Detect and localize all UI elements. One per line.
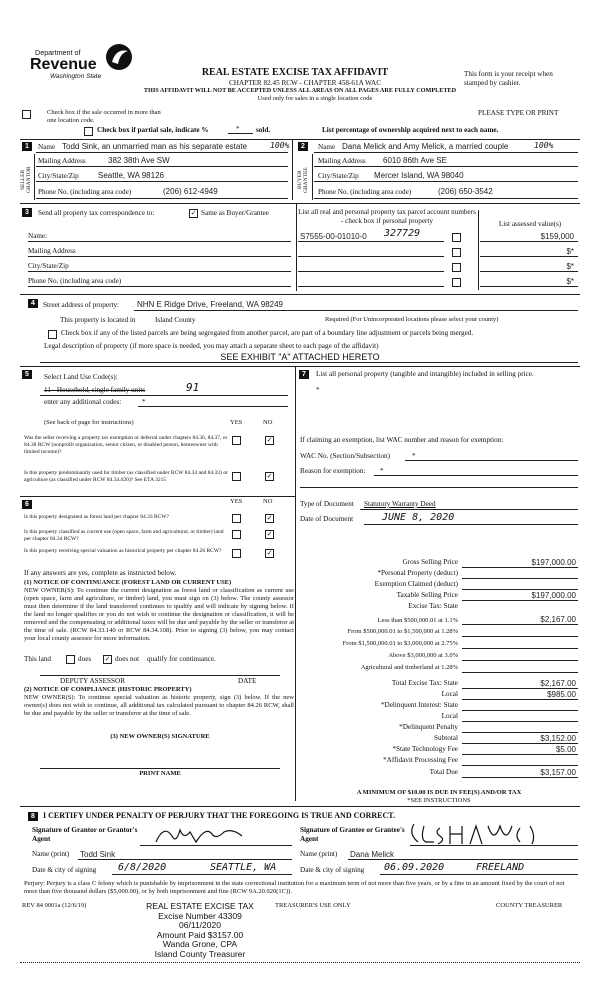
personal-property-label: List all personal property (tangible and intangible) included in selling price. (316, 370, 534, 378)
segregated-label: Check box if any of the listed parcels are being segregated from another parcel, are part of a boundary line adjustment or parcels being merged. (61, 329, 474, 337)
forest-land-question: Is this property designated as forest land per chapter 84.33 RCW? (24, 514, 169, 520)
section-3-marker: 3 (22, 208, 32, 217)
section-8-marker: 8 (28, 812, 38, 821)
notice-compliance-title: (2) NOTICE OF COMPLIANCE (HISTORIC PROPERTY) (24, 686, 192, 693)
deputy-date-label: DATE (238, 677, 257, 685)
seller-city[interactable]: Seattle, WA 98126 (98, 171, 164, 180)
corr-mail-line (28, 256, 291, 257)
assessed-line (480, 241, 578, 242)
grantor-sign-city[interactable]: SEATTLE, WA (210, 862, 277, 873)
timber-no-checkbox[interactable]: ✓ (266, 472, 273, 480)
this-land-label: This land (24, 655, 51, 663)
no-header: NO (263, 419, 273, 426)
tax-label: Taxable Selling Price (396, 591, 458, 599)
if-yes-instruction: If any answers are yes, complete as instructed below. (24, 569, 177, 577)
seller-name-label: Name (38, 143, 56, 151)
stamp-line: REAL ESTATE EXCISE TAX (146, 901, 254, 911)
county-treasurer-label: COUNTY TREASURER (496, 902, 563, 909)
tax-line (462, 777, 578, 778)
forest-no-checkbox[interactable]: ✓ (266, 514, 273, 522)
buyer-ownership-pct[interactable]: 100% (534, 141, 554, 150)
land-does-not-checkbox[interactable]: ✓ (104, 655, 111, 663)
tax-line (462, 648, 578, 649)
tax-line (462, 672, 578, 673)
grantee-date-line (380, 874, 578, 875)
buyer-phone[interactable]: (206) 650-3542 (438, 187, 493, 196)
personal-property-value[interactable]: * (316, 386, 320, 394)
tax-line (462, 699, 578, 700)
tax-label: Local (441, 712, 458, 720)
tax-label: Total Excise Tax: State (391, 679, 458, 687)
personal-property-checkbox[interactable] (452, 248, 461, 257)
tax-label: Less than $500,000.01 at 1.1% (377, 617, 458, 624)
tax-line (462, 589, 578, 590)
corr-city-line (28, 271, 291, 272)
tax-label: *Affidavit Processing Fee (383, 756, 458, 764)
wac-value[interactable]: * (412, 452, 416, 460)
grantee-signature-label: Signature of Grantee or Grantee's Agent (300, 826, 405, 843)
tax-line (462, 732, 578, 733)
additional-codes-label: enter any additional codes: (44, 398, 122, 406)
stamp-line: Wanda Grone, CPA (162, 939, 238, 949)
notice-continuance-body: NEW OWNER(S): To continue the current designation as forest land or classification as current use (open space, farm and agriculture, or timber) land, you must sign on (3) below. The county assessor must then determine if the land transferred continues to qualify and will indicate by signing below. If the land no longer qualifies or you do not wish to continue the designation or classification, it will be removed and the compensating or additional taxes will be due and payable by the seller or transferor at the time of sale. (RCW 84.33.140 or RCW 84.34.108). Prior to signing (3) below, you may contact your local county assessor for more information. (24, 587, 294, 642)
county-required-note: Required (For Unincorporated locations please select your county) (325, 316, 499, 323)
section-5-marker: 5 (22, 370, 32, 379)
yes-header-6: YES (230, 498, 243, 505)
section-6-marker: 6 (22, 500, 32, 509)
seller-ownership-pct[interactable]: 100% (270, 141, 290, 150)
logo-dept-text: Department of (35, 48, 81, 57)
new-owner-signature-label: (3) NEW OWNER(S) SIGNATURE (110, 733, 210, 740)
seller-mail-line (36, 166, 288, 167)
revenue-seal-icon (104, 42, 134, 72)
corr-phone-label: Phone No. (including area code) (28, 277, 122, 285)
partial-sale-label: Check box if partial sale, indicate % (97, 126, 209, 134)
grantee-sign-date[interactable]: 06.09.2020 (384, 862, 445, 873)
single-location-note: Used only for sales in a single location code (257, 95, 373, 102)
grantor-date-line (112, 874, 292, 875)
tax-label: Agricultural and timberland at 1.28% (360, 664, 458, 671)
buyer-mail[interactable]: 6010 86th Ave SE (383, 156, 447, 165)
grantee-date-label: Date & city of signing (300, 866, 365, 874)
logo-revenue-text: Revenue (30, 56, 97, 73)
parcel-number[interactable]: S7555-00-01010-0 (300, 232, 367, 241)
historic-question: Is this property receiving special valuation as historical property per chapter 84.26 RCW? (24, 548, 222, 554)
section-8-top-rule (20, 806, 580, 807)
buyer-name[interactable]: Dana Melick and Amy Melick, a married couple (342, 142, 509, 151)
tax-label: *State Technology Fee (392, 745, 458, 753)
located-in-label: This property is located in (60, 316, 136, 324)
tax-line (462, 600, 578, 601)
legal-description[interactable]: SEE EXHIBIT "A" ATTACHED HERETO (220, 352, 380, 362)
logo-state-text: Washington State (50, 73, 102, 80)
buyer-phone-label: Phone No. (including area code) (318, 188, 412, 196)
historic-yes-checkbox[interactable] (232, 549, 241, 558)
exemption-no-checkbox[interactable]: ✓ (266, 436, 273, 444)
additional-codes-line (138, 406, 288, 407)
tax-label: *Delinquent Penalty (399, 723, 458, 731)
same-as-buyer-label: Same as Buyer/Grantee (201, 209, 269, 217)
assessed-value-header: List assessed value(s) (498, 220, 562, 228)
assessed-value[interactable]: $* (566, 277, 574, 286)
tax-value[interactable]: $985.00 (547, 690, 576, 699)
tax-label: Above $3,000,000 at 3.0% (388, 652, 458, 659)
tax-line (462, 660, 578, 661)
corr-name-label: Name: (28, 232, 48, 240)
parcel-line (298, 241, 444, 242)
timber-yes-checkbox[interactable] (232, 472, 241, 481)
tax-value[interactable]: $2,167.00 (540, 679, 576, 688)
tax-line (462, 721, 578, 722)
section-2-marker: 2 (298, 142, 308, 151)
deputy-assessor-label: DEPUTY ASSESSOR (60, 677, 126, 685)
buyer-name-line (314, 152, 578, 153)
minimum-due-note: A MINIMUM OF $10.00 IS DUE IN FEE(S) AND/OR TAX (356, 789, 522, 796)
dor-logo (30, 42, 140, 84)
print-name-label: PRINT NAME (139, 770, 181, 777)
tax-value[interactable]: $197,000.00 (531, 591, 576, 600)
seller-side-label: SELLER GRANTOR (20, 166, 32, 194)
doc-date-label: Date of Document (300, 515, 354, 523)
tax-label: Gross Selling Price (402, 558, 458, 566)
land-use-handwritten: 91 (186, 381, 200, 394)
street-address-label: Street address of property: (43, 301, 120, 309)
assessed-value[interactable]: $159,000 (540, 232, 574, 241)
qualify-label: qualify for continuance. (147, 655, 216, 663)
current-use-question: Is this property classified as current use (open space, farm and agricultural, or timber) land per chapter 84.34 RCW? (24, 529, 224, 542)
land-does-checkbox[interactable] (66, 655, 75, 664)
exemption-yes-checkbox[interactable] (232, 436, 241, 445)
wac-line (405, 460, 578, 461)
current-use-no-checkbox[interactable]: ✓ (266, 530, 273, 538)
assessed-line (480, 256, 578, 257)
seller-phone-label: Phone No. (including area code) (38, 188, 132, 196)
please-type-note: PLEASE TYPE OR PRINT (478, 109, 559, 117)
treasurer-stamp (140, 902, 260, 959)
sold-label: sold. (256, 126, 271, 134)
tax-line (462, 567, 578, 568)
exemption-claim-label: If claiming an exemption, list WAC number and reason for exemption: (300, 436, 504, 444)
tax-value[interactable]: $5.00 (555, 745, 576, 754)
section-5-top-rule (20, 366, 580, 367)
grantor-name-line (78, 859, 292, 860)
reason-line-2 (300, 487, 578, 488)
seller-mail-label: Mailing Address (38, 157, 86, 165)
buyer-city-line (314, 181, 578, 182)
seller-side-divider (34, 154, 35, 200)
buyer-mail-label: Mailing Address (318, 157, 366, 165)
assessed-line (480, 271, 578, 272)
treasurer-use-only: TREASURER'S USE ONLY (275, 902, 351, 909)
doc-date-line (364, 524, 578, 525)
seller-phone-line (36, 198, 288, 199)
deputy-line (40, 675, 280, 676)
legal-description-line (40, 362, 578, 363)
list-percentage-note: List percentage of ownership acquired next to each name. (322, 126, 499, 134)
tax-value[interactable]: $3,152.00 (540, 734, 576, 743)
receipt-note: This form is your receipt when stamped by cashier. (464, 70, 553, 87)
tax-line (462, 688, 578, 689)
form-chapter: CHAPTER 82.45 RCW - CHAPTER 458-61A WAC (228, 79, 382, 87)
see-instructions-note: *SEE INSTRUCTIONS (407, 797, 471, 804)
buyer-city-label: City/State/Zip (318, 172, 359, 180)
reason-label: Reason for exemption: (300, 467, 366, 475)
seller-mail[interactable]: 382 38th Ave SW (108, 156, 170, 165)
tax-line (462, 743, 578, 744)
personal-property-checkbox[interactable] (452, 263, 461, 272)
land-does-label: does (78, 655, 92, 663)
seller-city-line (36, 181, 288, 182)
grantor-date-label: Date & city of signing (32, 866, 97, 874)
buyer-mail-line (314, 166, 578, 167)
middle-column-divider (295, 366, 296, 801)
see-back-note: (See back of page for instructions) (44, 419, 134, 426)
notice-continuance-title: (1) NOTICE OF CONTINUANCE (FOREST LAND OR CURRENT USE) (24, 579, 232, 586)
additional-codes[interactable]: * (142, 398, 146, 406)
buyer-city[interactable]: Mercer Island, WA 98040 (374, 171, 464, 180)
tax-line (462, 754, 578, 755)
land-use-label: Select Land Use Code(s): (44, 373, 118, 381)
doc-date-value[interactable]: JUNE 8, 2020 (382, 512, 455, 523)
yes-header: YES (230, 419, 243, 426)
grantor-name-label: Name (print) (32, 850, 70, 858)
tax-label: Local (441, 690, 458, 698)
form-number: REV 84 0001a (12/6/19) (22, 902, 87, 909)
buyer-phone-line (314, 198, 578, 199)
section-3-divider (296, 203, 297, 291)
tax-label: From $500,000.01 to $1,500,000 at 1.28% (347, 628, 458, 635)
tax-line (462, 710, 578, 711)
corr-phone-line (28, 286, 291, 287)
partial-sale-underline (228, 133, 253, 134)
tax-label: From $1,500,000.01 to $3,000,000 at 2.75% (342, 640, 458, 647)
buyer-side-divider (312, 154, 313, 200)
certify-statement: I CERTIFY UNDER PENALTY OF PERJURY THAT THE FOREGOING IS TRUE AND CORRECT. (43, 811, 396, 820)
seller-city-label: City/State/Zip (38, 172, 79, 180)
tax-value[interactable]: $3,157.00 (540, 768, 576, 777)
perjury-warning: Perjury: Perjury is a class C felony which is punishable by imprisonment in the state correctional institution for a maximum term of not more than five years, or by a fine in an amount fixed by the court of not more than five thousand dollars ($5,000.00), or by both imprisonment and fine (RCW 9A.20.020(1C)). (24, 880, 565, 895)
tax-label: *Personal Property (deduct) (377, 569, 458, 577)
parcel-line (298, 271, 444, 272)
send-correspondence-label: Send all property tax correspondence to: (38, 209, 155, 217)
stamp-line: 06/11/2020 (179, 920, 221, 930)
parcel-line (298, 286, 444, 287)
corr-name-line (28, 241, 291, 242)
tax-line (462, 765, 578, 766)
section-6-top-rule (20, 496, 295, 497)
exemption-question: Was the seller receiving a property tax exemption or deferral under chapters 84.36, 84.37, or 84.38 RCW (nonprofit organization, senior citizen, or disabled person, homeowner with limited income)? (24, 435, 228, 455)
grantor-sign-date[interactable]: 6/8/2020 (118, 862, 167, 873)
buyer-side-label: BUYER GRANTEE (297, 167, 309, 193)
land-use-line (40, 395, 288, 396)
grantor-grantee-divider (292, 140, 293, 200)
partial-sale-percent[interactable]: * (236, 125, 240, 133)
assessed-divider (478, 210, 479, 290)
stamp-line: Island County Treasurer (154, 948, 246, 959)
section-7-marker: 7 (299, 370, 309, 379)
section-top-rule (20, 139, 580, 140)
doc-type-value[interactable]: Statutory Warranty Deed (364, 500, 436, 508)
partial-sale-checkbox[interactable] (84, 127, 93, 136)
parcel-line (298, 256, 444, 257)
tax-label: *Delinquent Interest: State (380, 701, 458, 709)
notice-compliance-body: NEW OWNER(S): To continue special valuation as historic property, sign (3) below. If the new owner(s) does not wish to continue, all additional tax calculated pursuant to chapter 84.26 RCW, shall be due and payable by the seller or transferor at the time of sale. (24, 694, 294, 717)
parcel-handwritten: 327729 (384, 228, 421, 239)
land-does-not-label: does not (115, 655, 140, 663)
grantee-name-line (348, 859, 578, 860)
tax-line (462, 578, 578, 579)
tax-label: Excise Tax: State (408, 602, 458, 610)
assessed-line (480, 286, 578, 287)
print-name-line (40, 768, 280, 769)
no-header-6: NO (263, 498, 273, 505)
segregated-checkbox[interactable] (48, 330, 57, 339)
doc-type-line (360, 509, 578, 510)
assessed-value[interactable]: $* (566, 247, 574, 256)
grantee-signature[interactable] (410, 820, 550, 848)
seller-name-line (36, 152, 288, 153)
grantee-signature-line (410, 845, 578, 846)
corr-city-label: City/State/Zip (28, 262, 69, 270)
grantor-signature-line (140, 845, 292, 846)
wac-label: WAC No. (Section/Subsection) (300, 452, 391, 460)
doc-type-label: Type of Document (300, 500, 354, 508)
grantor-printed-name[interactable]: Todd Sink (80, 850, 116, 859)
parcel-list-header: List all real and personal property tax parcel account numbers - check box if personal property (298, 208, 476, 225)
same-as-buyer-checkbox[interactable]: ✓ (190, 209, 197, 217)
tax-value[interactable]: $2,167.00 (540, 615, 576, 624)
section-1-marker: 1 (22, 142, 32, 151)
street-address-line (134, 310, 578, 311)
form-title: REAL ESTATE EXCISE TAX AFFIDAVIT (201, 67, 389, 78)
reason-line (374, 475, 578, 476)
tax-value[interactable]: $197,000.00 (531, 558, 576, 567)
buyer-name-label: Name (318, 143, 336, 151)
county-select[interactable]: Island County (155, 316, 196, 324)
seller-phone[interactable]: (206) 612-4949 (163, 187, 218, 196)
forest-yes-checkbox[interactable] (232, 514, 241, 523)
seller-name[interactable]: Todd Sink, an unmarried man as his separate estate (62, 142, 247, 151)
tax-label: Subtotal (434, 734, 458, 742)
timber-question: Is this property predominantly used for timber (as classified under RCW 84.34 and 84.33) or agriculture (as classified under RCW 84.34.020)? See ETA 3215 (24, 470, 228, 483)
street-address[interactable]: NHN E Ridge Drive, Freeland, WA 98249 (137, 300, 283, 309)
current-use-yes-checkbox[interactable] (232, 530, 241, 539)
grantee-printed-name[interactable]: Dana Melick (350, 850, 395, 859)
historic-no-checkbox[interactable]: ✓ (266, 549, 273, 557)
stamp-line: Amount Paid $3157.00 (156, 929, 244, 940)
grantee-sign-city[interactable]: FREELAND (476, 862, 525, 873)
multi-location-label: Check box if the sale occurred in more than one location code. (47, 109, 161, 124)
tax-label: Exemption Claimed (deduct) (374, 580, 458, 588)
reason-value[interactable]: * (380, 467, 384, 475)
assessed-value[interactable]: $* (566, 262, 574, 271)
land-use-code[interactable]: 11 - Household, single family units (44, 386, 146, 394)
grantor-signature-label: Signature of Grantor or Grantor's Agent (32, 826, 138, 843)
stamp-line: Excise Number 43309 (158, 910, 242, 921)
personal-property-checkbox[interactable] (452, 233, 461, 242)
footer-rule (20, 962, 580, 963)
section-4-top-rule (20, 294, 580, 295)
section-3-top-rule (20, 203, 580, 204)
grantee-name-label: Name (print) (300, 850, 338, 858)
form-warning: THIS AFFIDAVIT WILL NOT BE ACCEPTED UNLESS ALL AREAS ON ALL PAGES ARE FULLY COMPLETED (143, 87, 457, 94)
tax-label: Total Due (429, 768, 458, 776)
tax-line (462, 636, 578, 637)
legal-description-label: Legal description of property (if more space is needed, you may attach a separate sheet to each page of the affidavit) (44, 342, 379, 350)
tax-line (462, 624, 578, 625)
corr-mail-label: Mailing Address (28, 247, 76, 255)
personal-property-checkbox[interactable] (452, 278, 461, 287)
section-4-marker: 4 (28, 299, 38, 308)
multi-location-checkbox[interactable] (22, 110, 31, 119)
